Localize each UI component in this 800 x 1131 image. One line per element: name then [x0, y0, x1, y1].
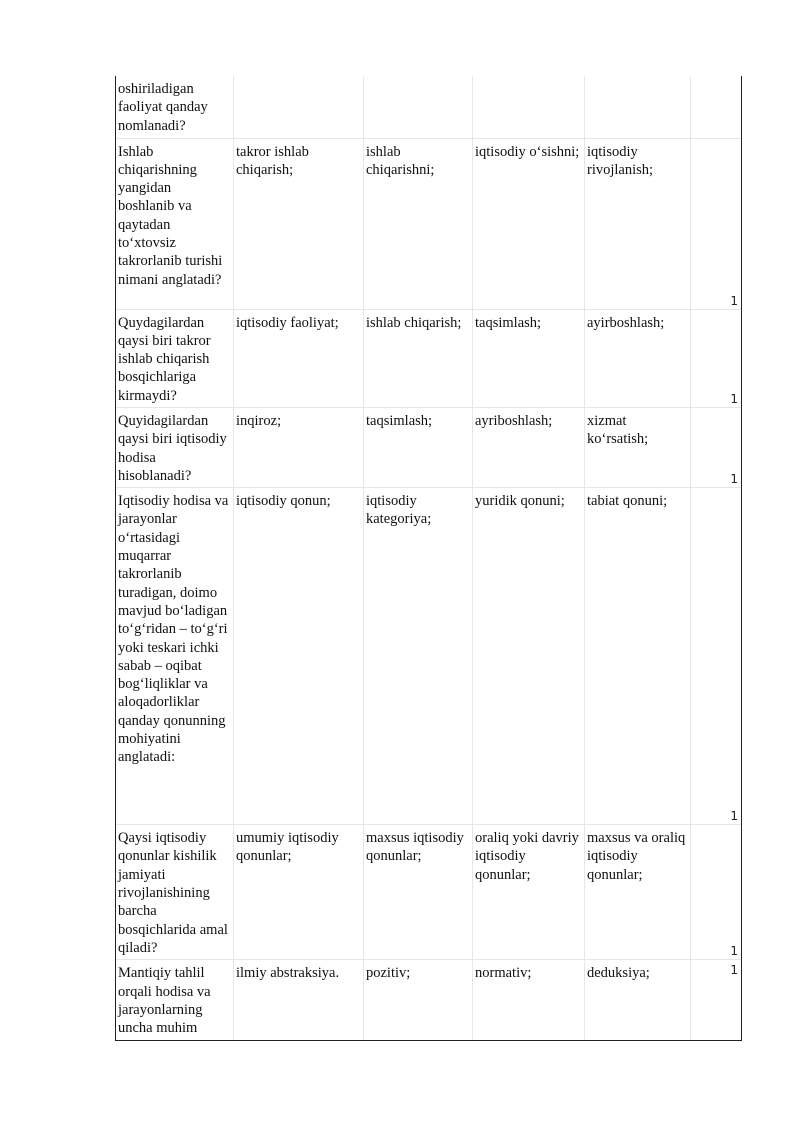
score-value: 1 [730, 391, 738, 406]
table-row [116, 488, 742, 825]
table-row [116, 960, 742, 1041]
option-b-cell: maxsus iqtisodiy qonunlar; [364, 825, 473, 960]
option-b-cell: iqtisodiy kategoriya; [364, 488, 473, 825]
question-cell: Mantiqiy tahlil orqali hodisa va jarayonlarning uncha muhim [116, 960, 234, 1041]
question-cell: Ishlab chiqarishning yangidan boshlanib va qaytadan to‘xtovsiz takrorlanib turishi nimani anglatadi? [116, 138, 234, 309]
question-cell: Quydagilardan qaysi biri takror ishlab chiqarish bosqichlariga kirmaydi? [116, 309, 234, 407]
score-cell [691, 488, 742, 825]
score-cell [691, 825, 742, 960]
table-row [116, 76, 742, 138]
table-row [116, 138, 742, 309]
option-a-cell: iqtisodiy faoliyat; [234, 309, 364, 407]
option-a-cell: ilmiy abstraksiya. [234, 960, 364, 1041]
table-row [116, 825, 742, 960]
option-b-cell: pozitiv; [364, 960, 473, 1041]
option-b-cell: ishlab chiqarish; [364, 309, 473, 407]
table-row [116, 309, 742, 407]
option-d-cell: xizmat ko‘rsatish; [585, 407, 691, 487]
score-value: 1 [730, 809, 738, 824]
questions-table-body [116, 76, 742, 1041]
option-a-cell: takror ishlab chiqarish; [234, 138, 364, 309]
question-cell: Iqtisodiy hodisa va jarayonlar o‘rtasidagi muqarrar takrorlanib turadigan, doimo mavjud bo‘ladigan to‘g‘ridan – to‘g‘ri yoki teskari ichki sabab – oqibat bog‘liqliklar va aloqadorliklar qanday qonunning mohiyatini anglatadi: [116, 488, 234, 825]
option-c-cell: yuridik qonuni; [473, 488, 585, 825]
option-a-cell: inqiroz; [234, 407, 364, 487]
option-b-cell: taqsimlash; [364, 407, 473, 487]
question-cell: Qaysi iqtisodiy qonunlar kishilik jamiyati rivojlanishining barcha bosqichlarida amal qiladi? [116, 825, 234, 960]
score-cell [691, 138, 742, 309]
option-c-cell: taqsimlash; [473, 309, 585, 407]
score-cell [691, 76, 742, 138]
option-b-cell [364, 76, 473, 138]
question-cell: oshiriladigan faoliyat qanday nomlanadi? [116, 76, 234, 138]
score-cell [691, 960, 742, 1041]
option-d-cell: ayirboshlash; [585, 309, 691, 407]
score-value: 1 [730, 293, 738, 308]
option-d-cell: tabiat qonuni; [585, 488, 691, 825]
option-a-cell: iqtisodiy qonun; [234, 488, 364, 825]
option-d-cell: iqtisodiy rivojlanish; [585, 138, 691, 309]
question-cell: Quyidagilardan qaysi biri iqtisodiy hodisa hisoblanadi? [116, 407, 234, 487]
questions-table [115, 76, 742, 1041]
option-c-cell: ayriboshlash; [473, 407, 585, 487]
option-c-cell [473, 76, 585, 138]
option-a-cell: umumiy iqtisodiy qonunlar; [234, 825, 364, 960]
option-c-cell: oraliq yoki davriy iqtisodiy qonunlar; [473, 825, 585, 960]
score-value: 1 [730, 472, 738, 487]
score-value: 1 [730, 944, 738, 959]
option-d-cell: deduksiya; [585, 960, 691, 1041]
score-cell [691, 407, 742, 487]
option-c-cell: normativ; [473, 960, 585, 1041]
option-b-cell: ishlab chiqarishni; [364, 138, 473, 309]
option-c-cell: iqtisodiy o‘sishni; [473, 138, 585, 309]
score-cell [691, 309, 742, 407]
option-d-cell: maxsus va oraliq iqtisodiy qonunlar; [585, 825, 691, 960]
score-value: 1 [730, 963, 738, 978]
option-a-cell [234, 76, 364, 138]
table-row [116, 407, 742, 487]
option-d-cell [585, 76, 691, 138]
